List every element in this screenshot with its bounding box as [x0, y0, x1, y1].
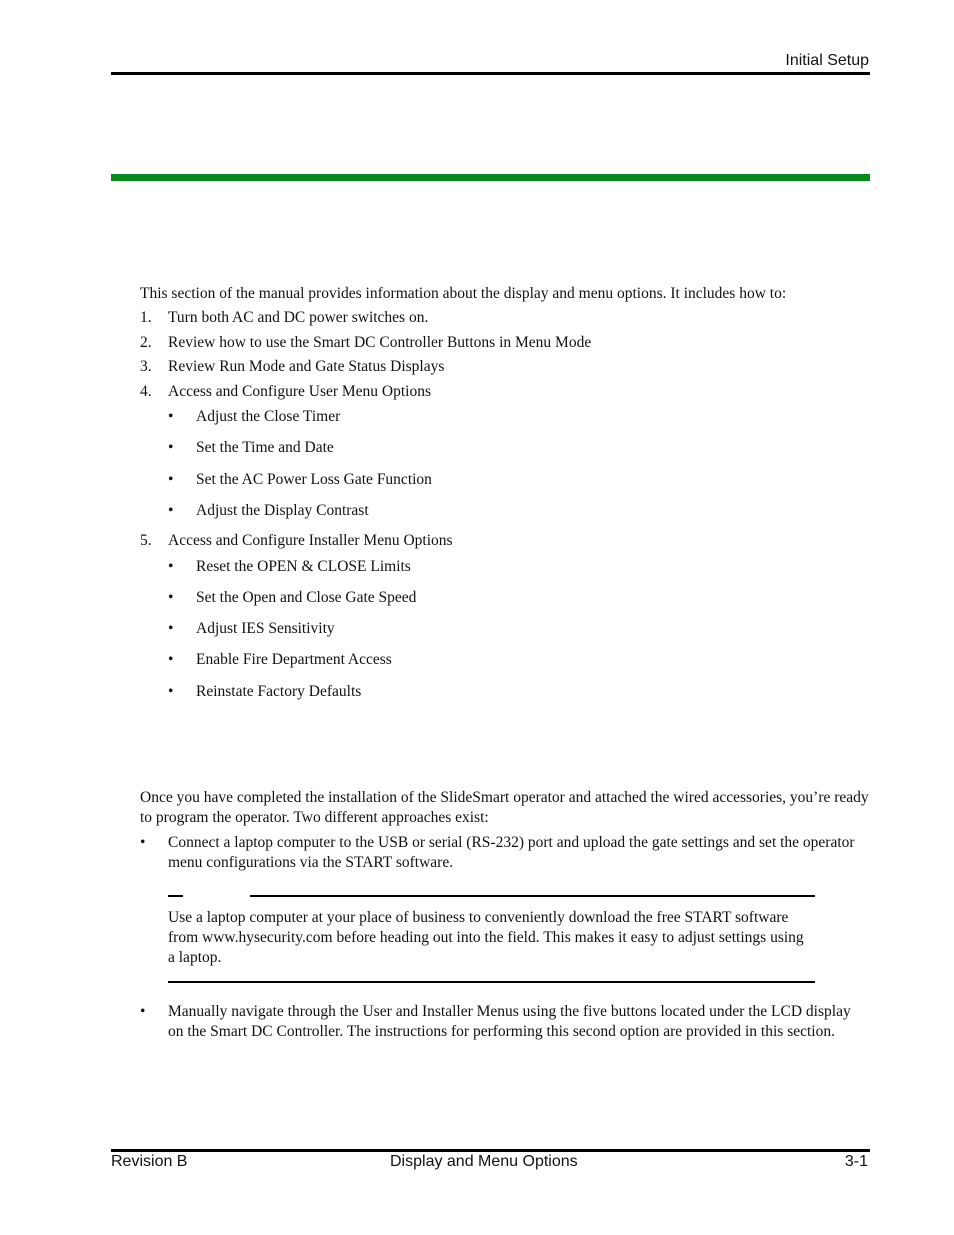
bullet-text: Adjust IES Sensitivity — [196, 620, 335, 637]
header-rule — [111, 72, 870, 75]
note-rule-bottom — [168, 981, 815, 983]
bullet-glyph: • — [168, 471, 174, 488]
page-header-title: Initial Setup — [785, 52, 869, 69]
bullet-text: Reset the OPEN & CLOSE Limits — [196, 558, 411, 575]
bullet-glyph: • — [168, 502, 174, 519]
sub-bullet-item — [168, 439, 858, 457]
bullet-glyph: • — [140, 834, 146, 851]
bullet-glyph: • — [168, 408, 174, 425]
bullet-glyph: • — [168, 620, 174, 637]
bullet-glyph: • — [168, 683, 174, 700]
sub-bullet-item — [168, 408, 858, 426]
bullet-text: Reinstate Factory Defaults — [196, 683, 362, 700]
bullet-text: Manually navigate through the User and Installer Menus using the five buttons located under the LCD display on the Smart DC Controller. The instructions for performing this second option are provided in this section. — [168, 1003, 851, 1040]
list-text: Turn both AC and DC power switches on. — [168, 309, 429, 326]
list-item-1 — [140, 309, 870, 327]
bullet-glyph: • — [140, 1003, 146, 1020]
bullet-text: Set the AC Power Loss Gate Function — [196, 471, 432, 488]
footer-page-number: 3-1 — [844, 1153, 868, 1170]
approach-bullet-1 — [140, 833, 868, 873]
bullet-text: Set the Time and Date — [196, 439, 334, 456]
note-text: Use a laptop computer at your place of business to conveniently download the free START software from www.hysecurity.com before heading out into the field. This makes it easy to adjust settings using a laptop. — [168, 909, 804, 966]
bullet-text: Connect a laptop computer to the USB or serial (RS-232) port and upload the gate settings and set the operator menu configurations via the START software. — [168, 834, 855, 871]
list-number: 5. — [140, 532, 152, 549]
list-item-3 — [140, 358, 870, 376]
sub-bullet-item — [168, 502, 858, 520]
bullet-glyph: • — [168, 651, 174, 668]
note-rule-short — [168, 895, 183, 897]
list-text: Access and Configure Installer Menu Options — [168, 532, 453, 549]
sub-bullet-item — [168, 683, 858, 701]
bullet-glyph: • — [168, 439, 174, 456]
list-text: Access and Configure User Menu Options — [168, 383, 432, 400]
bullet-glyph: • — [168, 589, 174, 606]
bullet-text: Enable Fire Department Access — [196, 651, 392, 668]
sub-bullet-item — [168, 651, 858, 669]
list-item-4 — [140, 383, 870, 401]
bullet-text: Set the Open and Close Gate Speed — [196, 589, 417, 606]
bullet-text: Adjust the Close Timer — [196, 408, 341, 425]
approach-bullet-2 — [140, 1002, 868, 1042]
intro-paragraph: This section of the manual provides information about the display and menu options. It includes how to: — [140, 285, 787, 302]
programming-intro-paragraph: Once you have completed the installation of the SlideSmart operator and attached the wired accessories, you’re ready to program the operator. Two different approaches exist: — [140, 789, 869, 826]
list-number: 3. — [140, 358, 152, 375]
list-text: Review Run Mode and Gate Status Displays — [168, 358, 445, 375]
footer-section-title: Display and Menu Options — [390, 1153, 578, 1170]
note-rule-top — [250, 895, 815, 897]
list-number: 2. — [140, 334, 152, 351]
list-number: 1. — [140, 309, 152, 326]
section-accent-rule — [111, 174, 870, 181]
list-number: 4. — [140, 383, 152, 400]
footer-rule — [111, 1149, 870, 1152]
footer-revision: Revision B — [111, 1153, 188, 1170]
list-item-5 — [140, 532, 870, 550]
bullet-glyph: • — [168, 558, 174, 575]
sub-bullet-item — [168, 558, 858, 576]
list-item-2 — [140, 334, 870, 352]
sub-bullet-item — [168, 620, 858, 638]
bullet-text: Adjust the Display Contrast — [196, 502, 369, 519]
sub-bullet-item — [168, 589, 858, 607]
list-text: Review how to use the Smart DC Controller Buttons in Menu Mode — [168, 334, 592, 351]
sub-bullet-item — [168, 471, 858, 489]
